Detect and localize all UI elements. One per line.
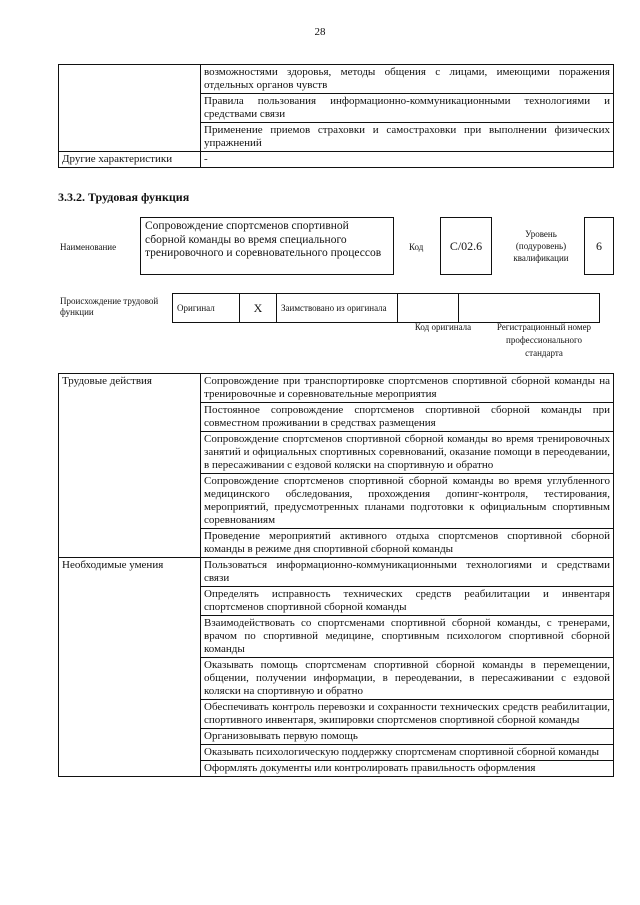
borrowed-label: Заимствовано из оригинала (277, 294, 398, 323)
code-value-box: C/02.6 (440, 217, 492, 275)
code-label: Код (409, 242, 424, 252)
other-characteristics-label: Другие характеристики (59, 152, 201, 168)
skill-item: Оказывать психологическую поддержку спортсменам спортивной сборной команды (201, 745, 614, 761)
original-mark: X (240, 294, 277, 323)
section-heading: 3.3.2. Трудовая функция (58, 190, 190, 204)
qualification-level-label: Уровень (подуровень) квалификации (513, 229, 569, 263)
labor-actions-label: Трудовые действия (59, 374, 201, 558)
skill-item: Определять исправность технических средств реабилитации и инвентаря спортсменов спортивной сборной команды (201, 587, 614, 616)
skills-label: Необходимые умения (59, 558, 201, 777)
table-row (173, 294, 600, 323)
skill-item: Пользоваться информационно-коммуникационными технологиями и средствами связи (201, 558, 614, 587)
labor-action-item: Постоянное сопровождение спортсменов спортивной сборной команды при совместном проживании в средствах размещения (201, 403, 614, 432)
table-row (59, 558, 614, 587)
reg-number-label: Регистрационный номер профессионального стандарта (496, 322, 592, 358)
origin-table (172, 293, 600, 323)
skill-item: Взаимодействовать со спортсменами спортивной сборной команды, с тренерами, врачом по спортивной медицине, спортивным психологом спортивной сборной команды (201, 616, 614, 658)
table-row (59, 152, 614, 168)
skill-item: Организовывать первую помощь (201, 729, 614, 745)
table-row (59, 374, 614, 403)
table-cell: Правила пользования информационно-коммуникационными технологиями и средствами связи (201, 94, 614, 123)
labor-action-item: Проведение мероприятий активного отдыха спортсменов спортивной сборной команды в режиме дня спортивной сборной команды (201, 529, 614, 558)
labor-action-item: Сопровождение при транспортировке спортсменов спортивной сборной команды на тренировочные и соревновательные мероприятия (201, 374, 614, 403)
origin-label: Происхождение трудовой функции (60, 296, 159, 317)
table-cell: Применение приемов страховки и самостраховки при выполнении физических упражнений (201, 123, 614, 152)
code-original-label: Код оригинала (414, 322, 472, 332)
page-number: 28 (314, 26, 326, 38)
reg-number-cell (459, 294, 600, 323)
skill-item: Оформлять документы или контролировать правильность оформления (201, 761, 614, 777)
labor-action-item: Сопровождение спортсменов спортивной сборной команды во время углубленного медицинского обследования, прохождения допинг-контроля, тестирования, мероприятий, предусмотренных планами подготовки к официальным спортивным соревнованиям (201, 474, 614, 529)
name-label: Наименование (60, 242, 117, 252)
code-original-cell (398, 294, 459, 323)
qualification-level-box: 6 (584, 217, 614, 275)
labor-action-item: Сопровождение спортсменов спортивной сборной команды во время тренировочных занятий и официальных спортивных соревнований, оказание помощи в переодевании, в пересаживании с ездовой коляски на спортивную и обратно (201, 432, 614, 474)
previous-function-table (58, 64, 614, 168)
original-label: Оригинал (173, 294, 240, 323)
table-cell-empty (59, 65, 201, 152)
name-value-box: Сопровождение спортсменов спортивной сборной команды во время специального тренировочного и соревновательного процессов (140, 217, 394, 275)
table-cell: возможностями здоровья, методы общения с лицами, имеющими поражения отдельных органов чувств (201, 65, 614, 94)
labor-function-table (58, 373, 614, 777)
skill-item: Обеспечивать контроль перевозки и сохранности технических средств реабилитации, спортивного инвентаря, экипировки спортсменов спортивной сборной команды (201, 700, 614, 729)
skill-item: Оказывать помощь спортсменам спортивной сборной команды в перемещении, общении, получении информации, в переодевании, в пересаживании с ездовой коляски на спортивную и обратно (201, 658, 614, 700)
other-characteristics-value: - (201, 152, 614, 168)
table-row (59, 65, 614, 94)
